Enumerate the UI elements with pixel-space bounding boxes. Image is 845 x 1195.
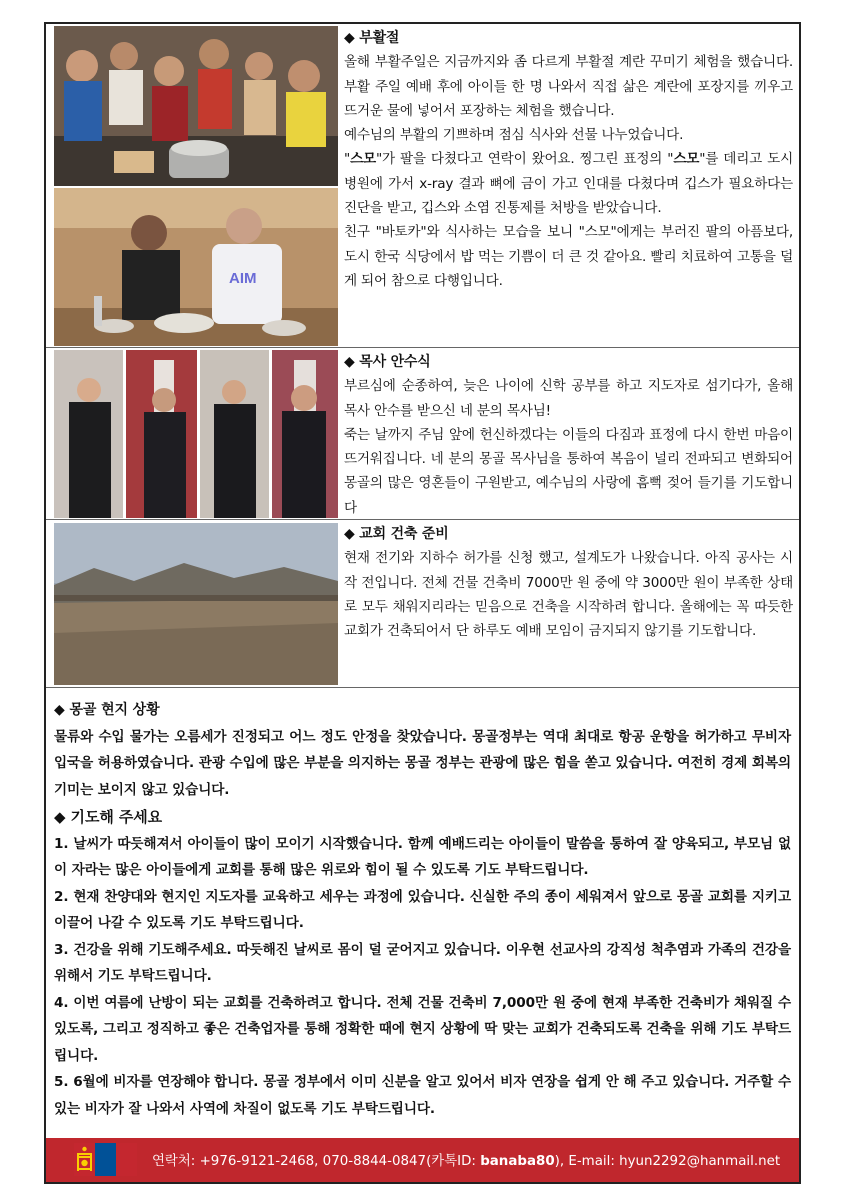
easter-p3-mid: "가 팔을 다쳤다고 연락이 왔어요. 찡그린 표정의 " — [375, 151, 674, 168]
easter-p3-post: "를 데리고 도시 병원에 가서 x-ray 결과 뼈에 금이 가고 인대를 다쳤다며 깁스가 필요하다는 진단을 받고, 깁스와 소염 진통제를 처방을 받았습니다. — [344, 151, 793, 217]
prayer-item-2: 2. 현재 찬양대와 현지인 지도자를 교육하고 세우는 과정에 있습니다. 신실한 주의 종이 세워져서 앞으로 몽골 교회를 지키고 이끌어 나갈 수 있도록 기도 부탁드립니다. — [54, 888, 791, 931]
church-land-photo — [54, 523, 338, 685]
contact-email: ), E-mail: hyun2292@hanmail.net — [554, 1154, 781, 1169]
prayer-item-4: 4. 이번 여름에 난방이 되는 교회를 건축하려고 합니다. 전체 건물 건축비 7,000만 원 중에 현재 부족한 건축비가 채워질 수 있도록, 그리고 정직하고 좋은 건축업자를 통해 정확한 때에 현지 상황에 딱 맞는 교회가 건축되도록 건축을 위해 기도 부탁드립니다. — [54, 994, 791, 1064]
quote-open: " — [344, 151, 351, 168]
contact-info — [152, 1150, 780, 1169]
easter-paragraph-3 — [344, 147, 793, 220]
contact-prefix: 연락처: +976-9121-2468, 070-8844-0847(카톡ID: — [152, 1154, 481, 1169]
prayer-item-3: 3. 건강을 위해 기도해주세요. 따듯해진 날씨로 몸이 덜 굳어지고 있습니다. 이우현 선교사의 강직성 척추염과 가족의 건강을 위해서 기도 부탁드립니다. — [54, 941, 791, 984]
ordination-photos — [54, 348, 338, 519]
prayer-section — [54, 804, 791, 1122]
newsletter-page — [44, 22, 801, 1184]
situation-heading: ◆ 몽골 현지 상황 — [54, 702, 160, 718]
name-highlight: 스모 — [673, 151, 700, 168]
ordination-paragraph-1: 부르심에 순종하여, 늦은 나이에 신학 공부를 하고 지도자로 섬기다가, 올해 목사 안수를 받으신 네 분의 목사님! — [344, 378, 793, 419]
easter-section — [46, 24, 799, 348]
church-photos — [54, 520, 338, 687]
contact-footer — [46, 1138, 799, 1182]
easter-paragraph-2: 예수님의 부활의 기쁘하며 점심 식사와 선물 나누었습니다. — [344, 127, 684, 144]
aim-shirt-text: AIM — [229, 270, 257, 287]
easter-text — [344, 26, 793, 293]
prayer-item-5: 5. 6월에 비자를 연장해야 합니다. 몽골 정부에서 이미 신분을 알고 있어서 비자 연장을 쉽게 안 해 주고 있습니다. 거주할 수 있는 비자가 잘 나와서 사역에 차질이 없도록 기도 부탁드립니다. — [54, 1074, 791, 1117]
ordination-heading: ◆ 목사 안수식 — [344, 354, 431, 370]
ordination-section — [46, 348, 799, 520]
restaurant-meal-photo — [54, 188, 338, 346]
prayer-item-1: 1. 날씨가 따듯해져서 아이들이 많이 모이기 시작했습니다. 함께 예배드리는 아이들이 말씀을 통하여 잘 양육되고, 부모님 없이 자라는 많은 아이들에게 교회를 통해 많은 위로와 힘이 될 수 있도록 기도 부탁드립니다. — [54, 835, 791, 878]
easter-paragraph-1: 올해 부활주일은 지금까지와 좀 다르게 부활절 계란 꾸미기 체험을 했습니다. 부활 주일 예배 후에 아이들 한 명 나와서 직접 삶은 계란에 포장지를 끼우고 뜨거운 물에 넣어서 포장하는 체험을 했습니다. — [344, 54, 793, 119]
church-text — [344, 522, 793, 643]
church-heading: ◆ 교회 건축 준비 — [344, 526, 449, 542]
easter-paragraph-4: 친구 "바토카"와 식사하는 모습을 보니 "스모"에게는 부러진 팔의 아픔보다, 도시 한국 식당에서 밥 먹는 기쁨이 더 큰 것 같아요. 빨리 치료하여 고통을 덜게 되어 참으로 다행입니다. — [344, 224, 793, 289]
name-highlight: 스모 — [350, 151, 376, 168]
egg-decorating-photo — [54, 26, 338, 186]
prayer-heading: ◆ 기도해 주세요 — [54, 808, 163, 826]
easter-photos — [54, 24, 338, 347]
pastors-ordination-photo — [54, 350, 338, 518]
situation-section — [54, 697, 791, 803]
church-paragraph-1: 현재 전기와 지하수 허가를 신청 했고, 설계도가 나왔습니다. 아직 공사는 시작 전입니다. 전체 건물 건축비 7000만 원 중에 약 3000만 원이 부족한 상태로 모두 채워지리라는 믿음으로 건축을 시작하려 합니다. 올해에는 꼭 따듯한 교회가 건축되어서 단 하루도 예배 모임이 금지되지 않기를 기도합니다. — [344, 550, 793, 640]
mongolia-flag-icon — [74, 1143, 137, 1176]
ordination-text — [344, 350, 793, 520]
easter-heading: ◆ 부활절 — [344, 30, 400, 46]
church-section — [46, 520, 799, 688]
situation-paragraph: 물류와 수입 물가는 오름세가 진정되고 어느 정도 안정을 찾았습니다. 몽골정부는 역대 최대로 항공 운항을 허가하고 무비자 입국을 허용하였습니다. 관광 수입에 많은 부분을 의지하는 몽골 정부는 관광에 많은 힘을 쏟고 있습니다. 여전히 경제 회복의 기미는 보이지 않고 있습니다. — [54, 728, 791, 798]
ordination-paragraph-2: 죽는 날까지 주님 앞에 헌신하겠다는 이들의 다짐과 표정에 다시 한번 마음이 뜨거워집니다. 네 분의 몽골 목사님을 통하여 복음이 널리 전파되고 변화되어 몽골의 많은 영혼들이 구원받고, 예수님의 사랑에 흠뻑 젖어 들기를 기도합니다 — [344, 426, 793, 516]
kakao-id: banaba80 — [480, 1154, 555, 1169]
